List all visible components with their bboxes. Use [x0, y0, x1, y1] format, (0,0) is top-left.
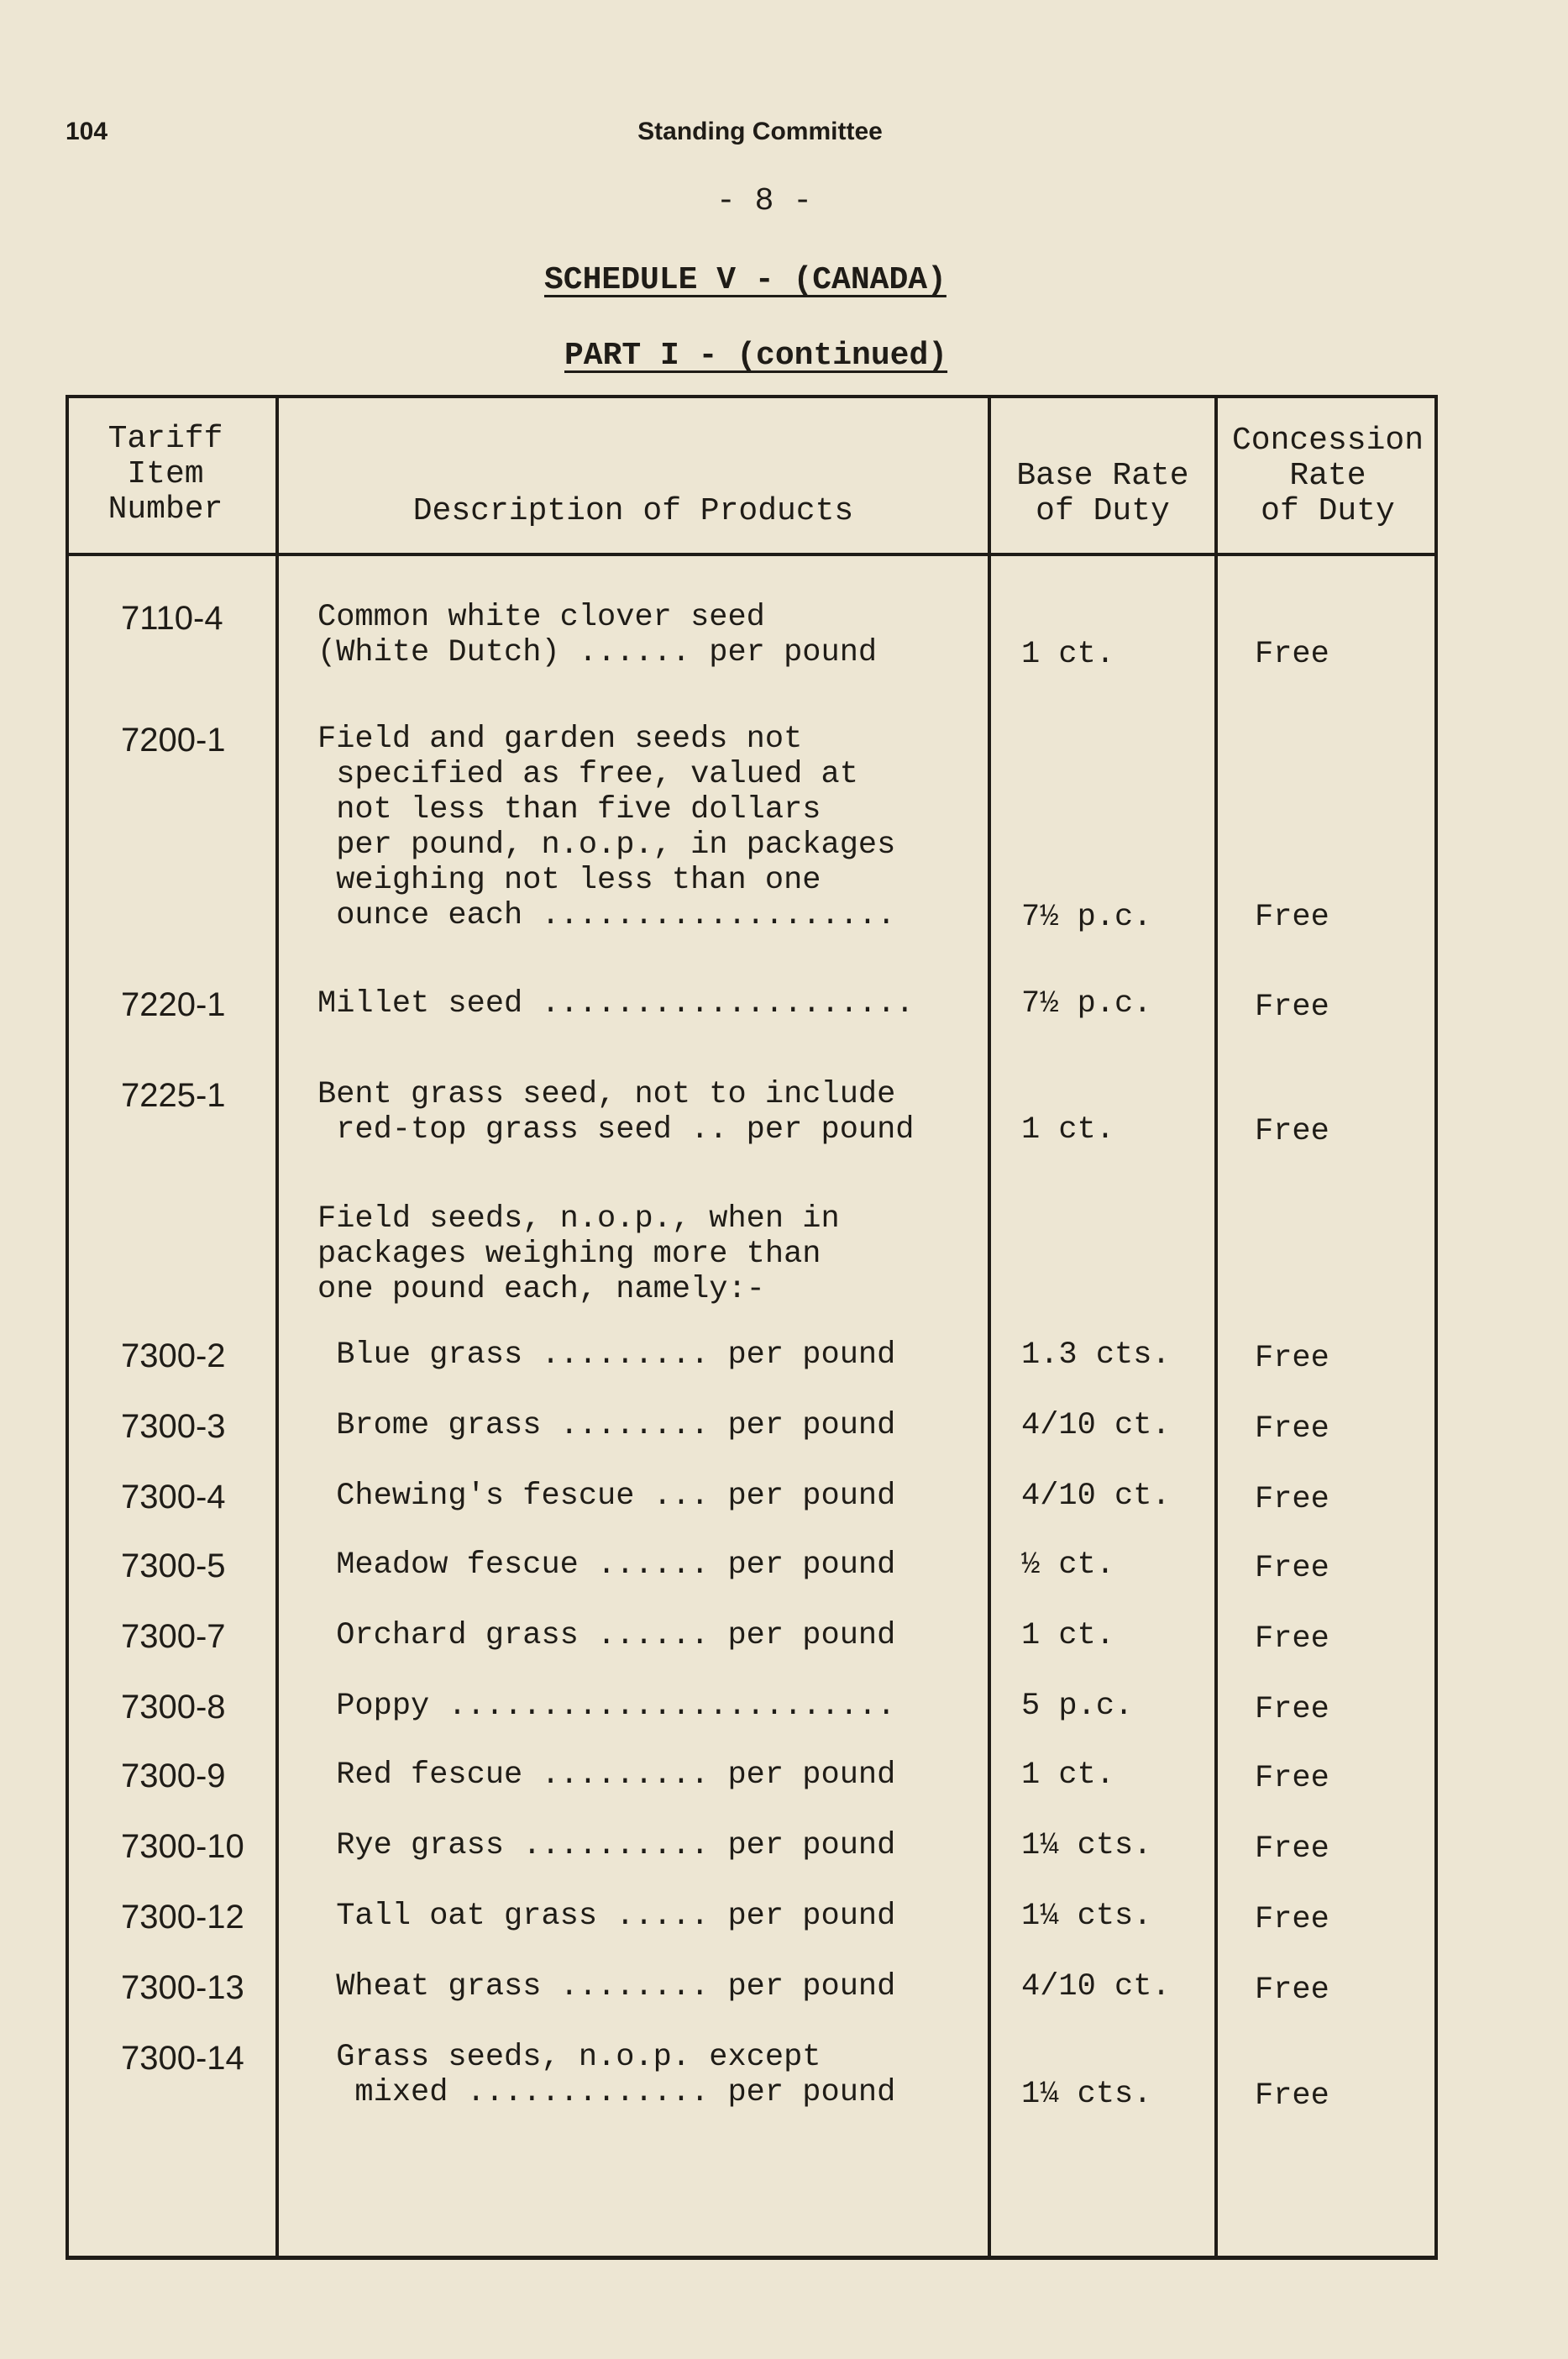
column-header-tariff: [77, 422, 254, 528]
concession-rate: Free: [1255, 1341, 1329, 1376]
column-divider: [275, 398, 279, 2256]
product-description: Orchard grass ...... per pound: [317, 1618, 896, 1653]
product-description: Rye grass .......... per pound: [317, 1828, 896, 1863]
product-description: Bent grass seed, not to include red-top grass seed .. per pound: [317, 1077, 915, 1148]
schedule-title: SCHEDULE V - (CANADA): [544, 262, 947, 298]
base-rate: 1 ct.: [1021, 1757, 1115, 1793]
header-line: of Duty: [1261, 493, 1395, 529]
product-description: Meadow fescue ...... per pound: [317, 1547, 896, 1583]
header-line: Concession: [1231, 423, 1424, 459]
base-rate: 7½ p.c.: [1021, 986, 1152, 1022]
column-divider: [1214, 398, 1218, 2256]
header-line: of Duty: [1036, 493, 1170, 529]
product-description: Millet seed ....................: [317, 986, 915, 1022]
header-line: Rate: [1289, 458, 1366, 494]
header-line: Base Rate: [1016, 458, 1189, 494]
concession-rate: Free: [1255, 1973, 1329, 2008]
concession-rate: Free: [1255, 637, 1329, 672]
column-header-base-rate: [991, 459, 1214, 529]
running-head: Standing Committee: [637, 118, 883, 145]
base-rate: 1 ct.: [1021, 1112, 1115, 1148]
tariff-number: 7300-4: [121, 1479, 226, 1516]
tariff-table: [66, 395, 1438, 2260]
base-rate: 7½ p.c.: [1021, 900, 1152, 935]
base-rate: 4/10 ct.: [1021, 1408, 1171, 1443]
concession-rate: Free: [1255, 1902, 1329, 1937]
base-rate: 4/10 ct.: [1021, 1969, 1171, 2004]
concession-rate: Free: [1255, 2078, 1329, 2114]
column-header-concession: [1218, 423, 1438, 529]
concession-rate: Free: [1255, 1621, 1329, 1657]
tariff-number: 7300-9: [121, 1757, 226, 1794]
product-description: Brome grass ........ per pound: [317, 1408, 896, 1443]
product-description: Field and garden seeds not specified as free, valued at not less than five dollars per pound, n.o.p., in packages weighing not less than one ounce each ...................: [317, 722, 896, 933]
tariff-number: 7300-3: [121, 1408, 226, 1445]
base-rate: 1.3 cts.: [1021, 1337, 1171, 1373]
column-divider: [988, 398, 991, 2256]
tariff-number: 7300-2: [121, 1337, 226, 1374]
product-description: Poppy ........................: [317, 1689, 896, 1724]
product-description: Red fescue ......... per pound: [317, 1757, 896, 1793]
tariff-number: 7300-12: [121, 1899, 244, 1936]
header-line: Tariff: [108, 421, 223, 457]
base-rate: 5 p.c.: [1021, 1689, 1134, 1724]
product-description: Common white clover seed (White Dutch) ...... per pound: [317, 600, 878, 670]
concession-rate: Free: [1255, 1692, 1329, 1727]
base-rate: 1¼ cts.: [1021, 1899, 1152, 1934]
tariff-number: 7225-1: [121, 1077, 226, 1114]
header-line: Number: [108, 491, 223, 528]
concession-rate: Free: [1255, 900, 1329, 935]
concession-rate: Free: [1255, 1551, 1329, 1586]
tariff-number: 7300-14: [121, 2040, 244, 2077]
tariff-number: 7300-7: [121, 1618, 226, 1655]
page-number: 104: [66, 118, 108, 145]
concession-rate: Free: [1255, 1831, 1329, 1867]
tariff-number: 7300-13: [121, 1969, 244, 2006]
concession-rate: Free: [1255, 1411, 1329, 1447]
part-title: PART I - (continued): [564, 338, 948, 374]
base-rate: ½ ct.: [1021, 1547, 1115, 1583]
header-line: Item: [127, 456, 204, 492]
tariff-number: 7220-1: [121, 986, 226, 1023]
concession-rate: Free: [1255, 990, 1329, 1025]
base-rate: 1 ct.: [1021, 1618, 1115, 1653]
tariff-number: 7300-5: [121, 1547, 226, 1584]
tariff-number: 7110-4: [121, 600, 223, 637]
base-rate: 4/10 ct.: [1021, 1479, 1171, 1514]
product-description: Grass seeds, n.o.p. except mixed ............. per pound: [336, 2040, 896, 2110]
product-description: Tall oat grass ..... per pound: [317, 1899, 896, 1934]
base-rate: 1¼ cts.: [1021, 2077, 1152, 2112]
concession-rate: Free: [1255, 1761, 1329, 1796]
product-description: Chewing's fescue ... per pound: [317, 1479, 896, 1514]
product-description: Blue grass ......... per pound: [317, 1337, 896, 1373]
tariff-number: 7300-8: [121, 1689, 226, 1726]
tariff-number: 7200-1: [121, 722, 226, 759]
product-description: Wheat grass ........ per pound: [317, 1969, 896, 2004]
column-header-description: Description of Products: [412, 493, 854, 529]
base-rate: 1 ct.: [1021, 637, 1115, 672]
header-rule: [69, 553, 1434, 556]
base-rate: 1¼ cts.: [1021, 1828, 1152, 1863]
page-mark: - 8 -: [716, 183, 813, 219]
product-description: Field seeds, n.o.p., when in packages weighing more than one pound each, namely:-: [317, 1201, 840, 1307]
tariff-number: 7300-10: [121, 1828, 244, 1865]
concession-rate: Free: [1255, 1114, 1329, 1149]
concession-rate: Free: [1255, 1482, 1329, 1517]
